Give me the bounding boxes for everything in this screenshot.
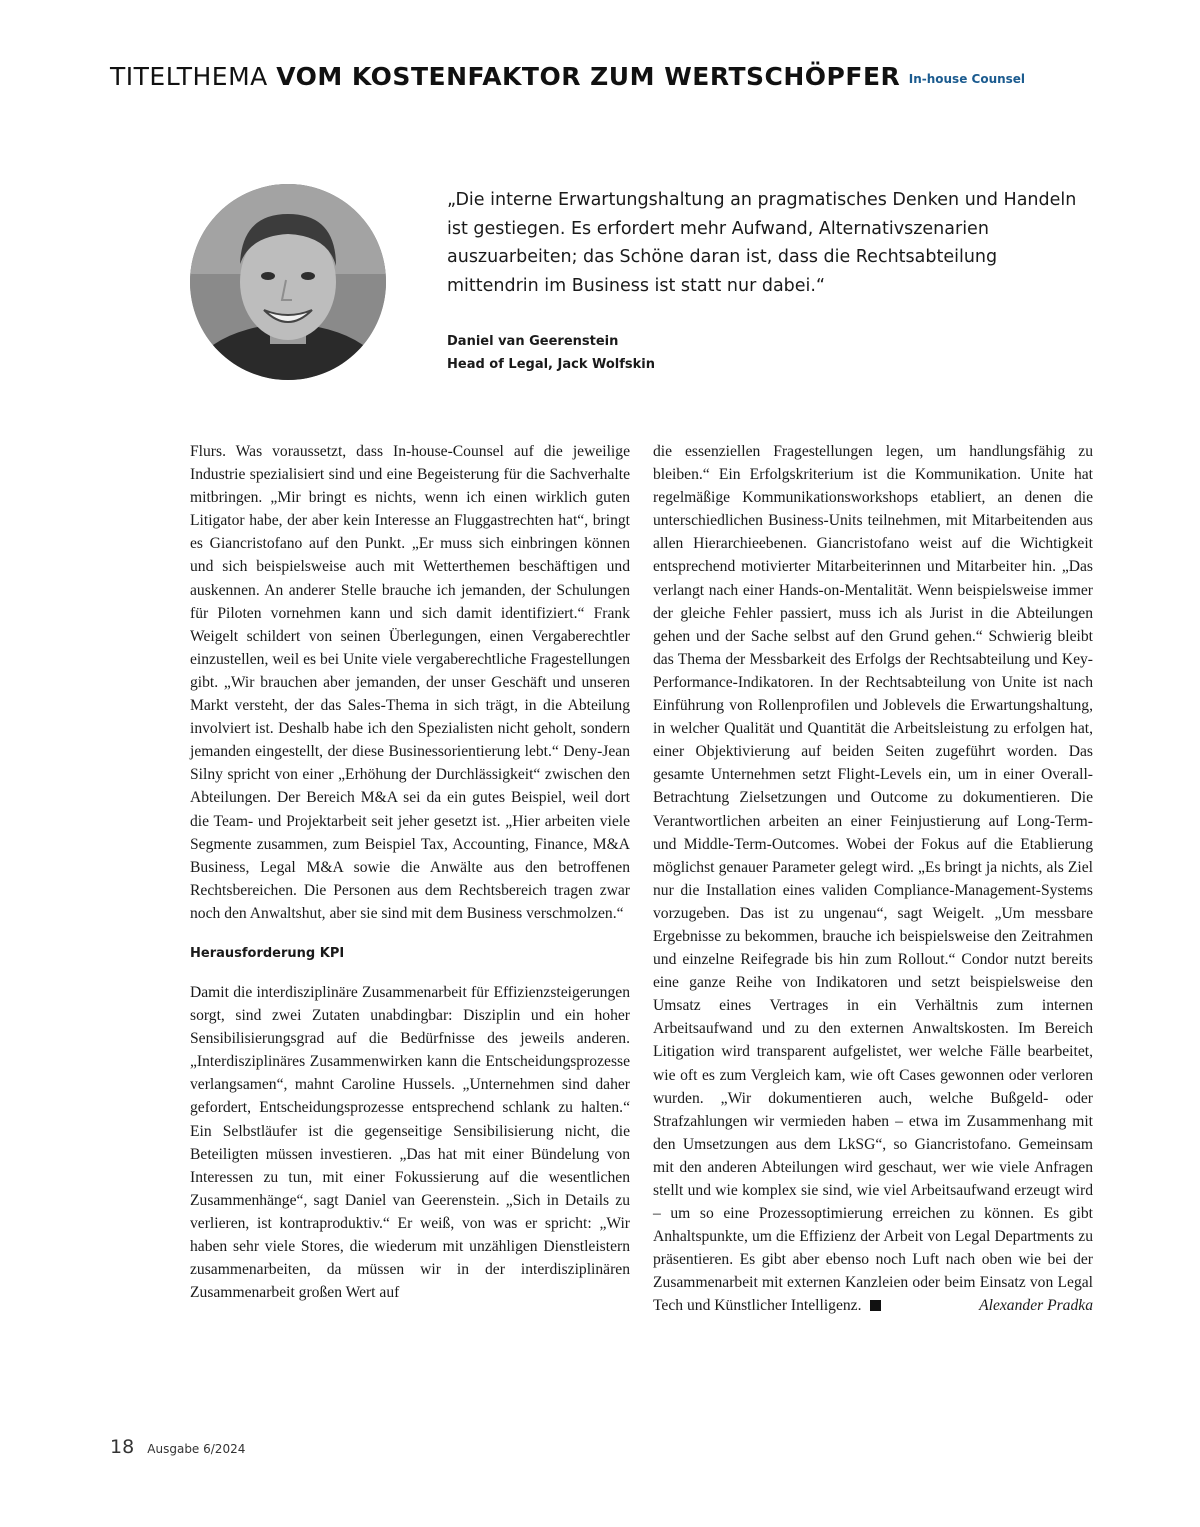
page-footer	[110, 1436, 245, 1458]
header-section-label: In-house Counsel	[908, 72, 1026, 86]
pull-quote: „Die interne Erwartungshaltung an pragmatisches Denken und Handeln ist gestiegen. Es erfordert mehr Aufwand, Alternativszenarien auszuarbeiten; das Schöne daran ist, dass die Rechtsabteilung mittendrin im Business ist statt nur dabei.“	[447, 190, 1077, 297]
section-subheading: Herausforderung KPI	[190, 945, 345, 961]
quote-attribution	[447, 330, 655, 376]
issue-label: Ausgabe 6/2024	[147, 1442, 246, 1456]
page-number: 18	[110, 1436, 135, 1458]
left-column	[190, 440, 630, 1304]
right-column	[653, 440, 1093, 1318]
header-kicker: TITELTHEMA	[110, 62, 268, 91]
quote-author-name: Daniel van Geerenstein	[447, 334, 619, 349]
author-byline: Alexander Pradka	[979, 1297, 1093, 1315]
author-portrait	[190, 184, 386, 380]
body-paragraph	[653, 440, 1093, 1318]
end-mark-icon	[870, 1300, 881, 1311]
page-header	[110, 62, 1025, 91]
body-paragraph: Damit die interdisziplinäre Zusammenarbeit für Effizienzsteigerungen sorgt, sind zwei Zutaten unabdingbar: Disziplin und ein hoher Sensibilisierungsgrad auf die Bedürfnisse des jeweils anderen. „Interdisziplinäres Zusammenwirken kann die Entscheidungsprozesse verlangsamen“, mahnt Caroline Hussels. „Unternehmen sind daher gefordert, Entscheidungsprozesse entsprechend schlank zu halten.“ Ein Selbstläufer ist die gegenseitige Sensibilisierung nicht, die Beteiligten müssen investieren. „Das hat mit einer Bündelung von Interessen zu tun, mit einer Fokussierung auf die wesentlichen Zusammenhänge“, sagt Daniel van Geerenstein. „Sich in Details zu verlieren, ist kontraproduktiv.“ Er weiß, von was er spricht: „Wir haben sehr viele Stores, die wiederum mit unzähligen Dienstleistern zusammenarbeiten, da müssen wir in der interdisziplinären Zusammenarbeit großen Wert auf	[190, 983, 630, 1302]
header-title: VOM KOSTENFAKTOR ZUM WERTSCHÖPFER	[276, 62, 901, 91]
body-paragraph: Flurs. Was voraussetzt, dass In-house-Counsel auf die jeweilige Industrie spezialisiert sind und eine Begeisterung für die Sachverhalte mitbringen. „Mir bringt es nichts, wenn ich einen wirklich guten Litigator habe, der aber kein Interesse an Fluggastrechten hat“, bringt es Giancristofano auf den Punkt. „Er muss sich einbringen können und sich beispielsweise auch mit Wetterthemen beschäftigen und auskennen. An anderer Stelle brauche ich jemanden, der Schulungen für Piloten vornehmen kann und sich damit identifiziert.“ Frank Weigelt schildert von seinen Überlegungen, einen Vergaberechtler einzustellen, weil es bei Unite viele vergaberechtliche Fragestellungen gibt. „Wir brauchen aber jemanden, der unser Geschäft und unseren Markt versteht, der das Sales-Thema in sich trägt, in die Abteilung involviert ist. Deshalb habe ich den Spezialisten nicht geholt, sondern jemanden eingestellt, der diese Businessorientierung lebt.“ Deny-Jean Silny spricht von einer „Erhöhung der Durchlässigkeit“ zwischen den Abteilungen. Der Bereich M&A sei da ein gutes Beispiel, weil dort die Team- und Projektarbeit seit jeher gesetzt ist. „Hier arbeiten viele Segmente zusammen, zum Beispiel Tax, Accounting, Finance, M&A Business, Legal M&A sowie die Anwälte aus den betroffenen Rechtsbereichen. Die Personen aus dem Rechtsbereich tragen zwar noch den Anwaltshut, aber sie sind mit dem Business verschmolzen.“	[190, 443, 630, 922]
quote-author-role: Head of Legal, Jack Wolfskin	[447, 357, 656, 372]
body-text: die essenziellen Fragestellungen legen, um handlungsfähig zu bleiben.“ Ein Erfolgskriterium ist die Kommunikation. Unite hat regelmäßige Kommunikationsworkshops etabliert, an denen die unterschiedlichen Business-Units teilnehmen, mit Mitarbeitenden aus allen Hierarchieebenen. Giancristofano weist auf die Wichtigkeit entsprechend motivierter Mitarbeiterinnen und Mitarbeiter hin. „Das verlangt nach einer Hands-on-Mentalität. Wenn beispielsweise immer der gleiche Fehler passiert, muss ich als Jurist in die Abteilungen gehen und der Sache selbst auf den Grund gehen.“ Schwierig bleibt das Thema der Messbarkeit des Erfolgs der Rechtsabteilung und Key-Performance-Indikatoren. In der Rechtsabteilung von Unite ist nach Einführung von Rollenprofilen und Joblevels die Erwartungshaltung, in welcher Qualität und Quantität die Arbeitsleistung zu erfolgen hat, einer Objektivierung auf beiden Seiten zugeführt worden. Das gesamte Unternehmen setzt Flight-Levels ein, um in einer Overall-Betrachtung Zielsetzungen und Outcome zu dokumentieren. Die Verantwortlichen arbeiten an einer Feinjustierung auf Long-Term- und Middle-Term-Outcomes. Wobei der Fokus auf die Etablierung möglichst genauer Parameter gelegt wird. „Es bringt ja nichts, als Ziel nur die Installation eines validen Compliance-Management-Systems vorzugeben. Das ist zu ungenau“, sagt Weigelt. „Um messbare Ergebnisse zu bekommen, brauche ich beispielsweise den Zeitrahmen und einzelne Reifegrade bis hin zum Rollout.“ Condor nutzt bereits eine ganze Reihe von Indikatoren und setzt beispielsweise den Umsatz eines Vertrages in ein Verhältnis zum internen Arbeitsaufwand und zu den externen Anwaltskosten. Im Bereich Litigation wird transparent aufgelistet, wer welche Fälle bearbeitet, wie oft es zum Vergleich kam, wie oft Cases gewonnen oder verloren wurden. „Wir dokumentieren auch, welche Bußgeld- oder Strafzahlungen wir vermieden haben – etwa im Zusammenhang mit den Umsetzungen aus dem LkSG“, so Giancristofano. Gemeinsam mit den anderen Abteilungen wird geschaut, wer wie viele Anfragen stellt und wie komplex sie sind, wie viel Arbeitsaufwand erzeugt wird – um so eine Prozessoptimierung erreichen zu können. Es gibt Anhaltspunkte, um die Effizienz der Arbeit von Legal Departments zu präsentieren. Es gibt aber ebenso noch Luft nach oben wie bei der Zusammenarbeit mit externen Kanzleien oder beim Einsatz von Legal Tech und Künstlicher Intelligenz.	[653, 443, 1093, 1315]
